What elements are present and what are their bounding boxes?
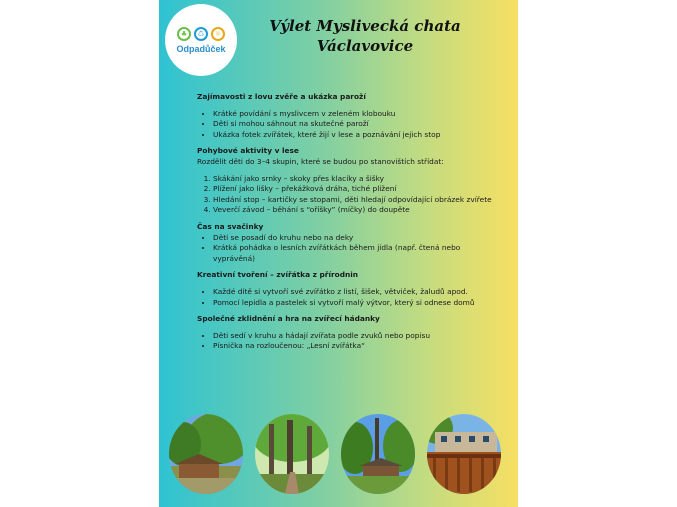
section-heading-4: Kreativní tvoření – zvířátka z přírodnin — [197, 270, 359, 280]
recycle-icon: ♺ — [194, 27, 208, 41]
list-item: • Krátké povídání s myslivcem v zeleném klobouku — [213, 109, 502, 120]
list-item: • Písnička na rozloučenou: „Lesní zvířátka“ — [213, 341, 502, 352]
list-item: • Děti se posadí do kruhu nebo na deky — [213, 233, 502, 244]
photo-row — [169, 414, 509, 496]
sun-icon: ☼ — [211, 27, 225, 41]
section-list-2 — [197, 174, 502, 216]
photo-wooden-building-balcony — [427, 414, 501, 494]
section-list-5 — [197, 331, 502, 352]
section-heading-3: Čas na svačinky — [197, 221, 264, 231]
logo-text: Odpadůček — [176, 43, 226, 54]
list-item: • Děti sedí v kruhu a hádají zvířata podle zvuků nebo popisu — [213, 331, 502, 342]
section-list-1 — [197, 109, 502, 141]
program-content — [197, 92, 502, 352]
list-item: 4. Veverčí závod – běhání s “oříšky” (míčky) do doupěte — [213, 205, 502, 216]
section-list-4 — [197, 287, 502, 308]
list-item: 2. Plížení jako lišky – překážková dráha, tiché plížení — [213, 184, 502, 195]
list-item: 3. Hledání stop – kartičky se stopami, děti hledají odpovídající obrázek zvířete — [213, 195, 502, 206]
logo — [165, 4, 237, 76]
list-item: • Děti si mohou sáhnout na skutečné paroží — [213, 119, 502, 130]
photo-cabin-in-trees — [341, 414, 415, 494]
leaf-icon: ♣ — [177, 27, 191, 41]
section-heading-5: Společné zklidnění a hra na zvířecí hádanky — [197, 314, 380, 324]
poster — [159, 0, 518, 507]
list-item: • Krátká pohádka o lesních zvířátkách během jídla (např. čtená nebo vyprávěná) — [213, 243, 502, 264]
section-intro-2: Rozdělit děti do 3–4 skupin, které se budou po stanovištích střídat: — [197, 156, 444, 166]
list-item: • Ukázka fotek zvířátek, které žijí v lese a poznávání jejich stop — [213, 130, 502, 141]
list-item: • Pomocí lepidla a pastelek si vytvoří malý výtvor, který si odnese domů — [213, 298, 502, 309]
title-line-2: Václavovice — [316, 37, 414, 55]
photo-forest-path — [255, 414, 329, 494]
title-line-1: Výlet Myslivecká chata — [269, 17, 461, 35]
section-heading-2: Pohybové aktivity v lese — [197, 146, 299, 156]
list-item: 1. Skákání jako srnky – skoky přes klacíky a šišky — [213, 174, 502, 185]
section-heading-1: Zajímavosti z lovu zvěře a ukázka paroží — [197, 92, 366, 101]
page-title — [255, 16, 475, 56]
photo-cabin-in-forest — [169, 414, 243, 494]
list-item: • Každé dítě si vytvoří své zvířátko z listí, šišek, větviček, žaludů apod. — [213, 287, 502, 298]
logo-icons — [177, 27, 225, 41]
section-list-3 — [197, 233, 502, 265]
